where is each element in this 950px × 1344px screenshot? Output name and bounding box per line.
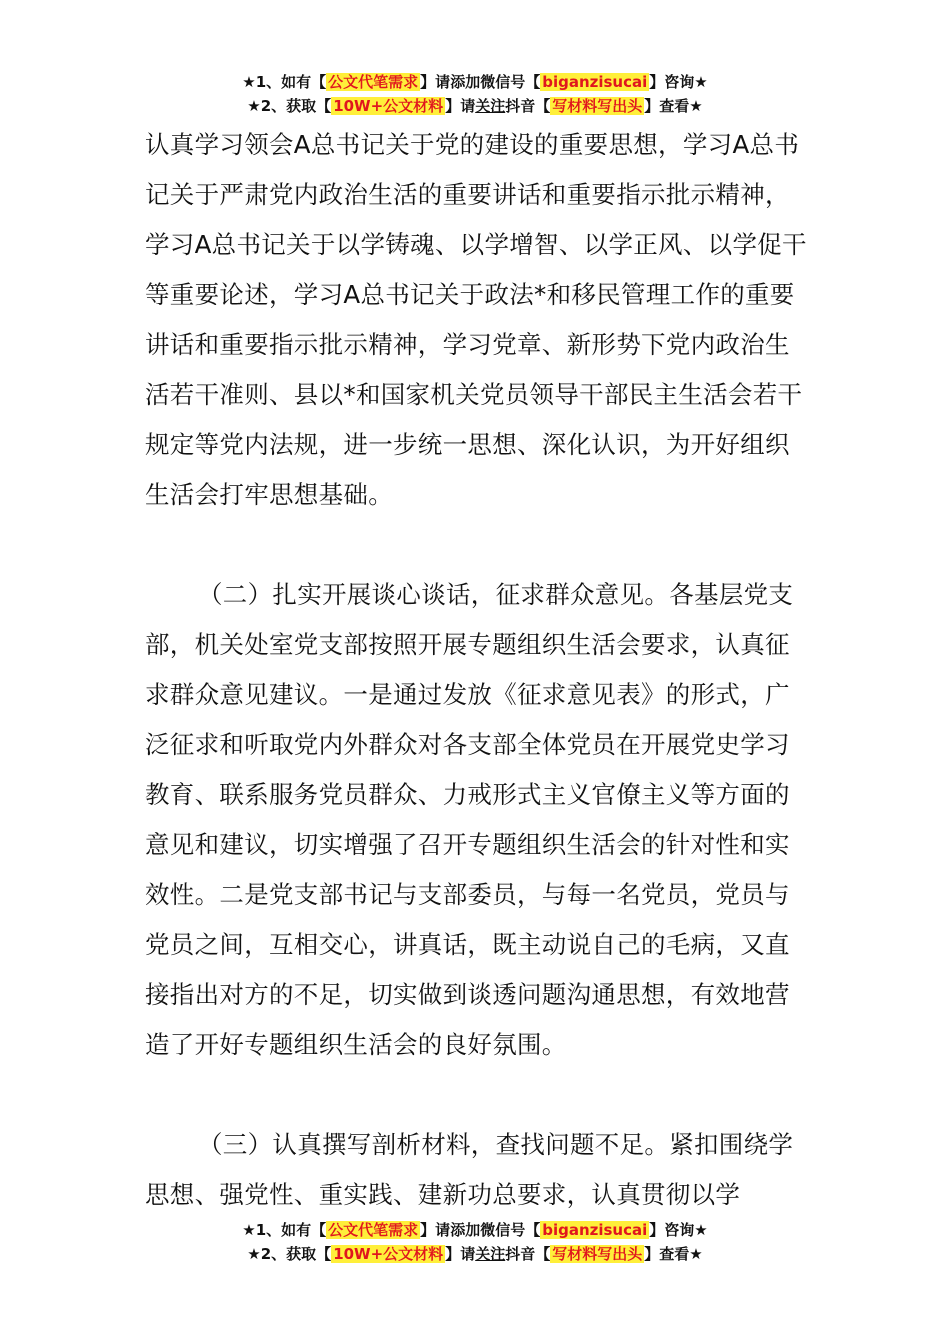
- banner-line-2: ★2、获取【 10W+公文材料 】请关注抖音【 写材料写出头 】查看★: [247, 97, 703, 115]
- footer-line-1: ★1、如有【 公文代笔需求 】请添加微信号【 biganzisucai 】咨询★: [242, 1221, 708, 1239]
- highlight-materials: 10W+公文材料: [333, 97, 444, 115]
- highlight-douyin: 写材料写出头: [552, 1245, 643, 1263]
- highlight-douyin: 写材料写出头: [552, 97, 643, 115]
- paragraph-study: 认真学习领会A总书记关于党的建设的重要思想，学习A总书记关于严肃党内政治生活的重要讲话和重要指示批示精神，学习A总书记关于以学铸魂、以学增智、以学正风、以学促干等重要论述，学习A总书记关于政法*和移民管理工作的重要讲话和重要指示批示精神，学习党章、新形势下党内政治生活若干准则、县以*和国家机关党员领导干部民主生活会若干规定等党内法规，进一步统一思想、深化认识，为开好组织生活会打牢思想基础。: [145, 130, 807, 509]
- highlight-service: 公文代笔需求: [328, 1221, 419, 1239]
- highlight-materials: 10W+公文材料: [333, 1245, 444, 1263]
- highlight-wechat-id: biganzisucai: [542, 1221, 648, 1239]
- footer-banner: [0, 1218, 950, 1266]
- document-body: [145, 120, 810, 1220]
- header-banner: [0, 70, 950, 118]
- highlight-wechat-id: biganzisucai: [542, 73, 648, 91]
- paragraph-talks: （二）扎实开展谈心谈话，征求群众意见。各基层党支部，机关处室党支部按照开展专题组织生活会要求，认真征求群众意见建议。一是通过发放《征求意见表》的形式，广泛征求和听取党内外群众对各支部全体党员在开展党史学习教育、联系服务党员群众、力戒形式主义官僚主义等方面的意见和建议，切实增强了召开专题组织生活会的针对性和实效性。二是党支部书记与支部委员，与每一名党员，党员与党员之间，互相交心，讲真话，既主动说自己的毛病，又直接指出对方的不足，切实做到谈透问题沟通思想，有效地营造了开好专题组织生活会的良好氛围。: [145, 580, 794, 1059]
- footer-line-2: ★2、获取【 10W+公文材料 】请关注抖音【 写材料写出头 】查看★: [247, 1245, 703, 1263]
- banner-line-1: ★1、如有【 公文代笔需求 】请添加微信号【 biganzisucai 】咨询★: [242, 73, 708, 91]
- highlight-service: 公文代笔需求: [328, 73, 419, 91]
- paragraph-analysis: （三）认真撰写剖析材料，查找问题不足。紧扣围绕学思想、强党性、重实践、建新功总要求，认真贯彻以学: [145, 1130, 794, 1209]
